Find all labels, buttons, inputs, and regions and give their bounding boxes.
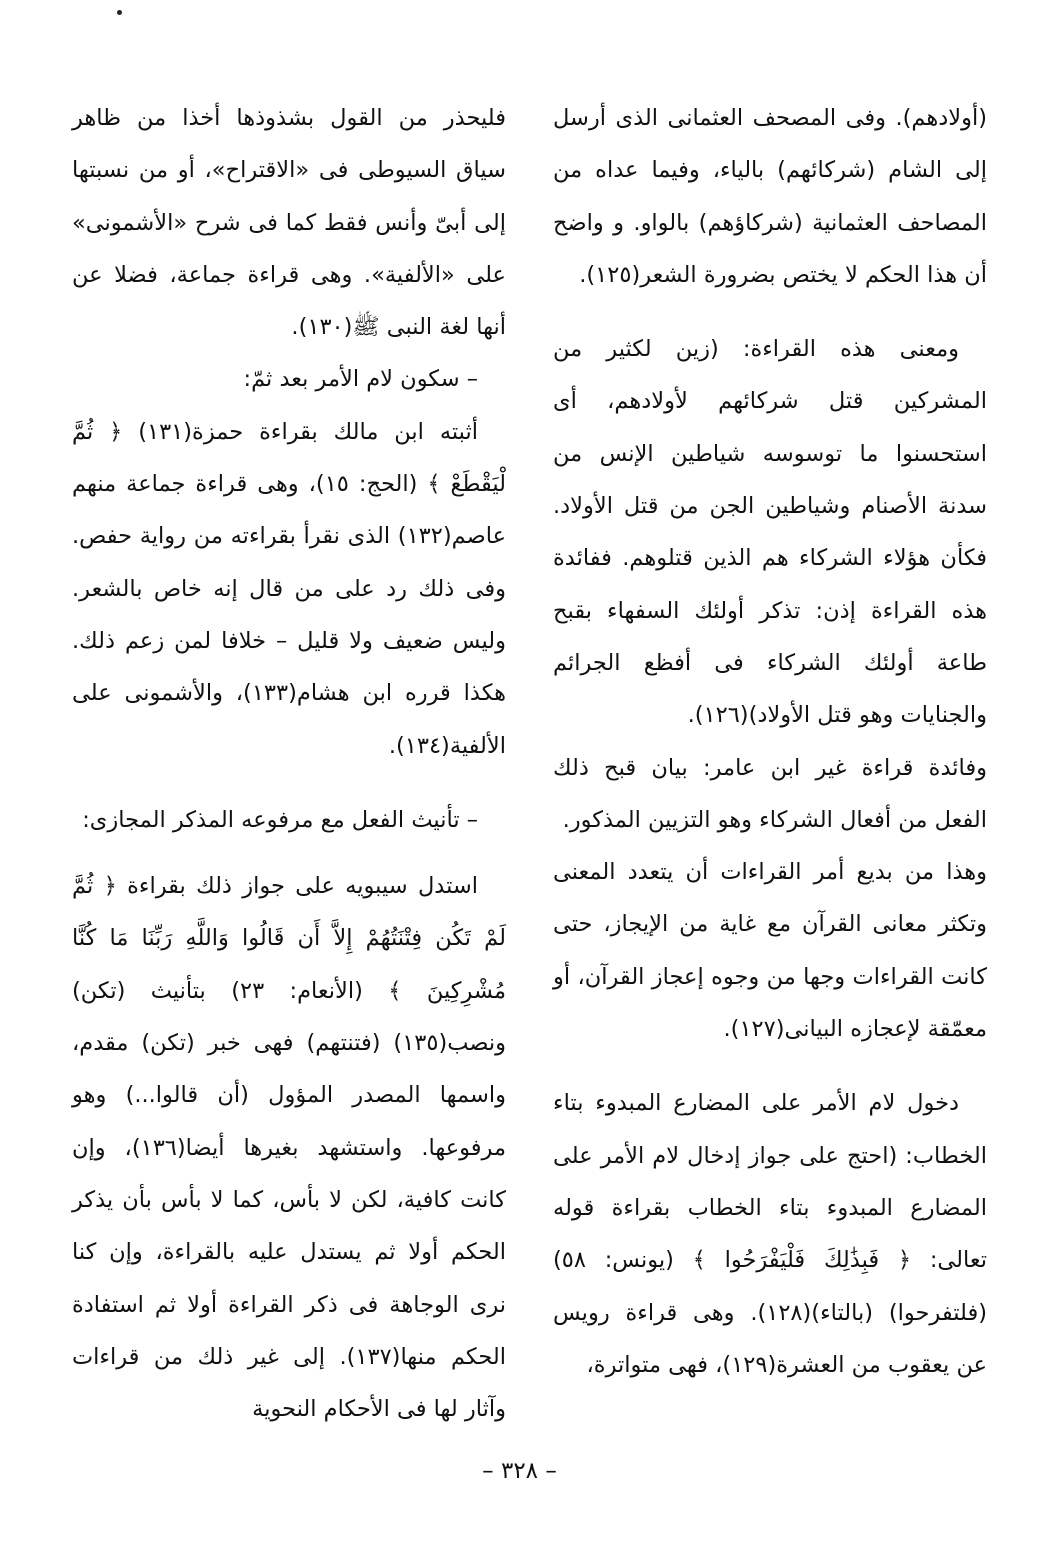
right-paragraph-1: (أولادهم). وفى المصحف العثمانى الذى أرسل إلى الشام (شركائهم) بالياء، وفيما عداه من المصاحف العثمانية (شركاؤهم) بالواو. و واضح أن هذا الحكم لا يختص بضرورة الشعر(١٢٥). (553, 105, 987, 288)
left-column (72, 92, 506, 1435)
right-paragraph-5: دخول لام الأمر على المضارع المبدوء بتاء الخطاب: (احتج على جواز إدخال لام الأمر على المضارع المبدوء بتاء الخطاب بقراءة قوله تعالى: ﴿ فَبِذَٰلِكَ فَلْيَفْرَحُوا ﴾ (يونس: ٥٨) (فلتفرحوا) (بالتاء)(١٢٨). وهى قراءة رويس عن يعقوب من العشرة(١٢٩)، فهى متواترة، (553, 1090, 987, 1378)
left-paragraph-3: أثبته ابن مالك بقراءة حمزة(١٣١) ﴿ ثُمَّ لْيَقْطَعْ ﴾ (الحج: ١٥)، وهى قراءة جماعة منهم عاصم(١٣٢) الذى نقرأ بقراءته من رواية حفص. وفى ذلك رد على من قال إنه خاص بالشعر. وليس ضعيف ولا قليل – خلافا لمن زعم ذلك. هكذا قرره ابن هشام(١٣٣)، والأشمونى على الألفية(١٣٤). (72, 418, 507, 759)
right-paragraph-3: وفائدة قراءة غير ابن عامر: بيان قبح ذلك الفعل من أفعال الشركاء وهو التزيين المذكور. (553, 754, 987, 833)
page-number: – ٣٢٨ – (482, 1458, 557, 1484)
ink-dot (117, 10, 122, 15)
left-paragraph-5: استدل سيبويه على جواز ذلك بقراءة ﴿ ثُمَّ لَمْ تَكُن فِتْنَتُهُمْ إِلاَّ أَن قَالُوا وَاللَّهِ رَبِّنَا مَا كُنَّا مُشْرِكِينَ ﴾ (الأنعام: ٢٣) بتأنيث (تكن) ونصب(١٣٥) (فتنتهم) فهى خبر (تكن) مقدم، واسمها المصدر المؤول (أن قالوا...) وهو مرفوعها. واستشهد بغيرها أيضا(١٣٦)، وإن كانت كافية، لكن لا بأس، كما لا بأس بأن يذكر الحكم أولا ثم يستدل عليه بالقراءة، وإن كنا نرى الوجاهة فى ذكر القراءة أولا ثم استفادة الحكم منها(١٣٧). إلى غير ذلك من قراءات وآثار لها فى الأحكام النحوية (72, 873, 507, 1423)
right-paragraph-2: ومعنى هذه القراءة: (زين لكثير من المشركين قتل شركائهم لأولادهم، أى استحسنوا ما توسوسه شياطين الإنس من سدنة الأصنام وشياطين الجن من قتل الأولاد. فكأن هؤلاء الشركاء هم الذين قتلوهم. ففائدة هذه القراءة إذن: تذكر أولئك السفهاء بقبح طاعة أولئك الشركاء فى أفظع الجرائم والجنايات وهو قتل الأولاد)(١٢٦). (553, 336, 987, 729)
section-heading-sukun: – سكون لام الأمر بعد ثمّ: (243, 366, 478, 393)
section-heading-tanith: – تأنيث الفعل مع مرفوعه المذكر المجازى: (82, 806, 478, 833)
right-column (553, 92, 987, 1391)
left-paragraph-1: فليحذر من القول بشذوذها أخذا من ظاهر سياق السيوطى فى «الاقتراح»، أو من نسبتها إلى أبىّ وأنس فقط كما فى شرح «الأشمونى» على «الألفية». وهى قراءة جماعة، فضلا عن أنها لغة النبى ﷺ(١٣٠). (72, 105, 506, 341)
right-paragraph-4: وهذا من بديع أمر القراءات أن يتعدد المعنى وتكثر معانى القرآن مع غاية من الإيجاز، حتى كانت القراءات وجها من وجوه إعجاز القرآن، أو معمّقة لإعجازه البيانى(١٢٧). (553, 859, 987, 1043)
